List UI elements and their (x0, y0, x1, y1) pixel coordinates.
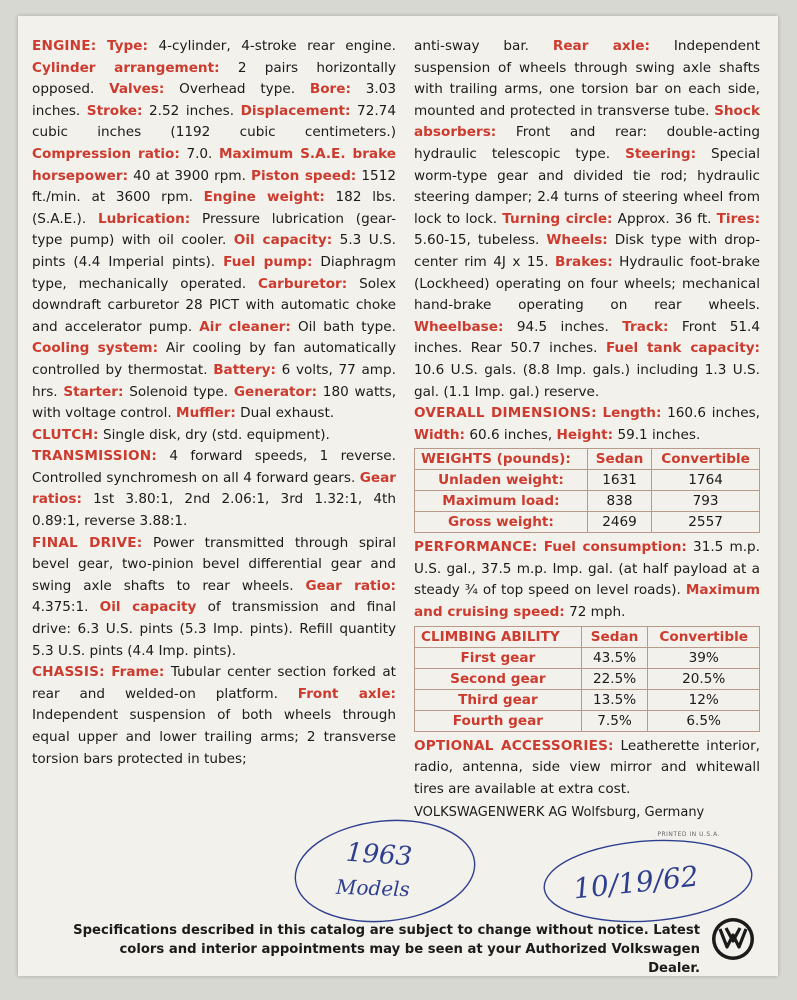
company-line: VOLKSWAGENWERK AG Wolfsburg, Germany (414, 805, 705, 821)
brakes-label: Brakes: (554, 253, 613, 270)
lubrication-value: Pressure lubrication (gear-type pump) with oil cooler. (32, 210, 397, 249)
table-row (415, 470, 760, 491)
stroke-label: Stroke: (86, 102, 143, 119)
row-label: Fourth gear (415, 710, 582, 731)
handwritten-year: 1963 (345, 837, 414, 873)
table-row (415, 710, 760, 731)
table-row (415, 647, 760, 668)
anti-sway-value: anti-sway bar. (414, 38, 530, 54)
fuel-tank-value: 10.6 U.S. gals. (8.8 Imp. gals.) including 1.3 U.S. gal. (1.1 Imp. gal.) reserve. (414, 361, 760, 400)
lubrication-label: Lubrication: (97, 210, 191, 227)
final-drive-value: Power transmitted through spiral bevel gear, two-pinion bevel differential gear and swing axle shafts to rear wheels. (32, 534, 397, 594)
performance-section (414, 537, 760, 623)
spec-sheet-page (18, 16, 778, 976)
oil-capacity-value: 5.3 U.S. pints (4.4 Imperial pints). (32, 232, 396, 270)
frame-value: Tubular center section forked at rear and welded-on platform. (32, 664, 396, 702)
turning-circle-label: Turning circle: (502, 210, 613, 227)
length-label: Length: (602, 405, 662, 422)
fuel-pump-label: Fuel pump: (223, 253, 313, 270)
table-row (415, 689, 760, 710)
shock-value: Front and rear: double-acting hydraulic telescopic type. (414, 124, 760, 162)
convertible-cell: 6.5% (648, 710, 760, 731)
convertible-header: Convertible (648, 626, 760, 647)
starter-label: Starter: (63, 383, 124, 400)
battery-label: Battery: (213, 361, 276, 378)
chassis-section (32, 662, 396, 770)
turning-circle-value: Approx. 36 ft. (617, 210, 712, 227)
track-label: Track: (622, 318, 669, 335)
wheelbase-label: Wheelbase: (414, 318, 504, 335)
sedan-cell: 7.5% (581, 710, 648, 731)
wheels-value: Disk type with drop-center rim 4J x 15. (414, 232, 761, 270)
table-row (415, 668, 760, 689)
sedan-cell: 43.5% (581, 647, 648, 668)
horsepower-label: Maximum S.A.E. brake horsepower: (32, 145, 397, 184)
cylinder-label: Cylinder arrangement: (32, 59, 220, 76)
front-axle-label: Front axle: (297, 685, 396, 702)
width-value: 60.6 inches, (469, 426, 553, 443)
rear-axle-value: Independent suspension of wheels through swing axle shafts with trailing arms, one torsion bar on each side, mounted and protected in transverse tube. (414, 38, 760, 119)
dimensions-heading: OVERALL DIMENSIONS: (414, 405, 597, 422)
cooling-label: Cooling system: (32, 340, 159, 357)
right-column (414, 36, 760, 846)
compression-value: 7.0. (186, 145, 213, 162)
cooling-value: Air cooling by fan automatically controlled by thermostat. (32, 340, 397, 378)
engine-weight-value: 182 lbs. (S.A.E.). (32, 189, 397, 227)
row-label: Second gear (415, 668, 582, 689)
max-speed-label: Maximum and cruising speed: (414, 582, 760, 621)
steering-label: Steering: (625, 145, 697, 162)
air-cleaner-value: Oil bath type. (297, 318, 396, 335)
carburetor-label: Carburetor: (258, 275, 348, 292)
convertible-cell: 12% (648, 689, 760, 710)
generator-value: 180 watts, with voltage control. (32, 383, 397, 422)
horsepower-value: 40 at 3900 rpm. (133, 167, 246, 184)
convertible-cell: 39% (648, 647, 760, 668)
fuel-pump-value: Diaphragm type, mechanically operated. (32, 253, 397, 292)
valves-label: Valves: (109, 81, 165, 98)
transmission-oil-label: Oil capacity (99, 599, 197, 616)
clutch-section (32, 425, 396, 447)
muffler-label: Muffler: (176, 405, 236, 422)
engine-heading: ENGINE: (32, 38, 97, 54)
climbing-header: CLIMBING ABILITY (415, 626, 582, 647)
sedan-header: Sedan (587, 449, 651, 470)
accessories-value: Leatherette interior, radio, antenna, side view mirror and whitewall tires are available at extra cost. (414, 737, 760, 797)
row-label: Third gear (415, 689, 582, 710)
sedan-cell: 838 (587, 491, 651, 512)
type-value: 4-cylinder, 4-stroke rear engine. (158, 38, 396, 54)
convertible-cell: 1764 (652, 470, 760, 491)
starter-value: Solenoid type. (129, 383, 229, 400)
max-speed-value: 72 mph. (569, 604, 626, 621)
piston-speed-label: Piston speed: (251, 167, 357, 184)
table-header-row (415, 449, 760, 470)
type-label: Type: (106, 38, 148, 54)
table-row (415, 491, 760, 512)
engine-section (32, 36, 396, 425)
gear-ratios-label: Gear ratios: (32, 469, 396, 508)
gear-ratio-value: 4.375:1. (32, 599, 89, 616)
sedan-cell: 1631 (587, 470, 651, 491)
bore-value: 3.03 inches. (32, 81, 396, 119)
wheels-label: Wheels: (546, 232, 608, 249)
table-row (415, 512, 760, 533)
bore-label: Bore: (309, 81, 351, 98)
row-label: First gear (415, 647, 582, 668)
table-header-row (415, 626, 760, 647)
handwritten-date: 10/19/62 (571, 859, 701, 906)
chassis-heading: CHASSIS: (32, 664, 105, 681)
clutch-value: Single disk, dry (std. equipment). (102, 426, 330, 443)
convertible-cell: 793 (652, 491, 760, 512)
transmission-value: 4 forward speeds, 1 reverse. Controlled synchromesh on all 4 forward gears. (32, 448, 396, 486)
transmission-section (32, 446, 396, 532)
handwritten-oval-left (290, 816, 480, 926)
vw-logo-icon (710, 916, 756, 962)
displacement-label: Displacement: (240, 102, 351, 119)
clutch-heading: CLUTCH: (32, 426, 99, 443)
track-value: Front 51.4 inches. Rear 50.7 inches. (414, 318, 760, 357)
length-value: 160.6 inches, (667, 405, 760, 422)
dimensions-section (414, 403, 760, 446)
fuel-consumption-value: 31.5 m.p. U.S. gal., 37.5 m.p. Imp. gal. (at half payload at a steady ¾ of top speed on level roads). (414, 539, 761, 599)
transmission-oil-value: of transmission and final drive: 6.3 U.S. pints (5.3 Imp. pints). Refill quantity 5.3 U.S. pints (4.4 Imp. pints). (32, 599, 396, 659)
weights-table (414, 448, 760, 533)
transmission-heading: TRANSMISSION: (32, 448, 158, 465)
convertible-cell: 20.5% (648, 668, 760, 689)
row-label: Unladen weight: (415, 470, 588, 491)
sedan-header: Sedan (581, 626, 648, 647)
rear-axle-label: Rear axle: (552, 38, 650, 54)
row-label: Gross weight: (415, 512, 588, 533)
handwritten-models: Models (335, 874, 411, 902)
accessories-section (414, 736, 760, 801)
final-drive-section (32, 533, 396, 663)
fuel-tank-label: Fuel tank capacity: (605, 340, 760, 357)
sedan-cell: 13.5% (581, 689, 648, 710)
compression-label: Compression ratio: (32, 145, 180, 162)
height-value: 59.1 inches. (617, 426, 701, 443)
engine-weight-label: Engine weight: (203, 189, 325, 206)
frame-label: Frame: (111, 664, 165, 681)
gear-ratio-label: Gear ratio: (305, 577, 396, 594)
battery-value: 6 volts, 77 amp. hrs. (32, 361, 396, 400)
steering-value: Special worm-type gear and divided tie rod; hydraulic steering damper; 2.4 turns of steering wheel from lock to lock. (414, 145, 760, 227)
climbing-table (414, 626, 760, 732)
convertible-header: Convertible (652, 449, 760, 470)
accessories-heading: OPTIONAL ACCESSORIES: (414, 737, 614, 754)
air-cleaner-label: Air cleaner: (199, 318, 291, 335)
sedan-cell: 2469 (587, 512, 651, 533)
tires-value: 5.60-15, tubeless. (414, 232, 540, 249)
final-drive-heading: FINAL DRIVE: (32, 534, 143, 551)
convertible-cell: 2557 (652, 512, 760, 533)
displacement-value: 72.74 cubic inches (1192 cubic centimeters.) (32, 102, 396, 141)
front-axle-value: Independent suspension of both wheels through equal upper and lower trailing arms; 2 transverse torsion bars protected in tubes; (32, 707, 396, 767)
fuel-consumption-label: Fuel consumption: (543, 539, 687, 556)
oil-capacity-label: Oil capacity: (233, 232, 333, 249)
generator-label: Generator: (233, 383, 318, 400)
cylinder-value: 2 pairs horizontally opposed. (32, 59, 397, 98)
stroke-value: 2.52 inches. (149, 102, 235, 119)
disclaimer-text: Specifications described in this catalog are subject to change without notice. Latest colors and interior appointments may be seen at your Authorized Volkswagen Dealer. (73, 923, 700, 976)
height-label: Height: (556, 426, 614, 443)
width-label: Width: (414, 426, 465, 443)
weights-header: WEIGHTS (pounds): (415, 449, 588, 470)
left-column (32, 36, 396, 770)
wheelbase-value: 94.5 inches. (516, 318, 609, 335)
tires-label: Tires: (716, 210, 761, 227)
brakes-value: Hydraulic foot-brake (Lockheed) operating on four wheels; mechanical hand-brake operating on rear wheels. (414, 253, 760, 314)
sedan-cell: 22.5% (581, 668, 648, 689)
performance-heading: PERFORMANCE: (414, 539, 538, 556)
muffler-value: Dual exhaust. (240, 405, 335, 422)
printed-note: PRINTED IN U.S.A. (657, 831, 720, 839)
valves-value: Overhead type. (179, 81, 296, 98)
suspension-section (414, 36, 760, 403)
carburetor-value: Solex downdraft carburetor 28 PICT with automatic choke and accelerator pump. (32, 275, 396, 335)
piston-speed-value: 1512 ft./min. at 3600 rpm. (32, 167, 396, 206)
shock-label: Shock absorbers: (414, 102, 760, 141)
gear-ratios-value: 1st 3.80:1, 2nd 2.06:1, 3rd 1.32:1, 4th 0.89:1, reverse 3.88:1. (32, 491, 396, 530)
row-label: Maximum load: (415, 491, 588, 512)
